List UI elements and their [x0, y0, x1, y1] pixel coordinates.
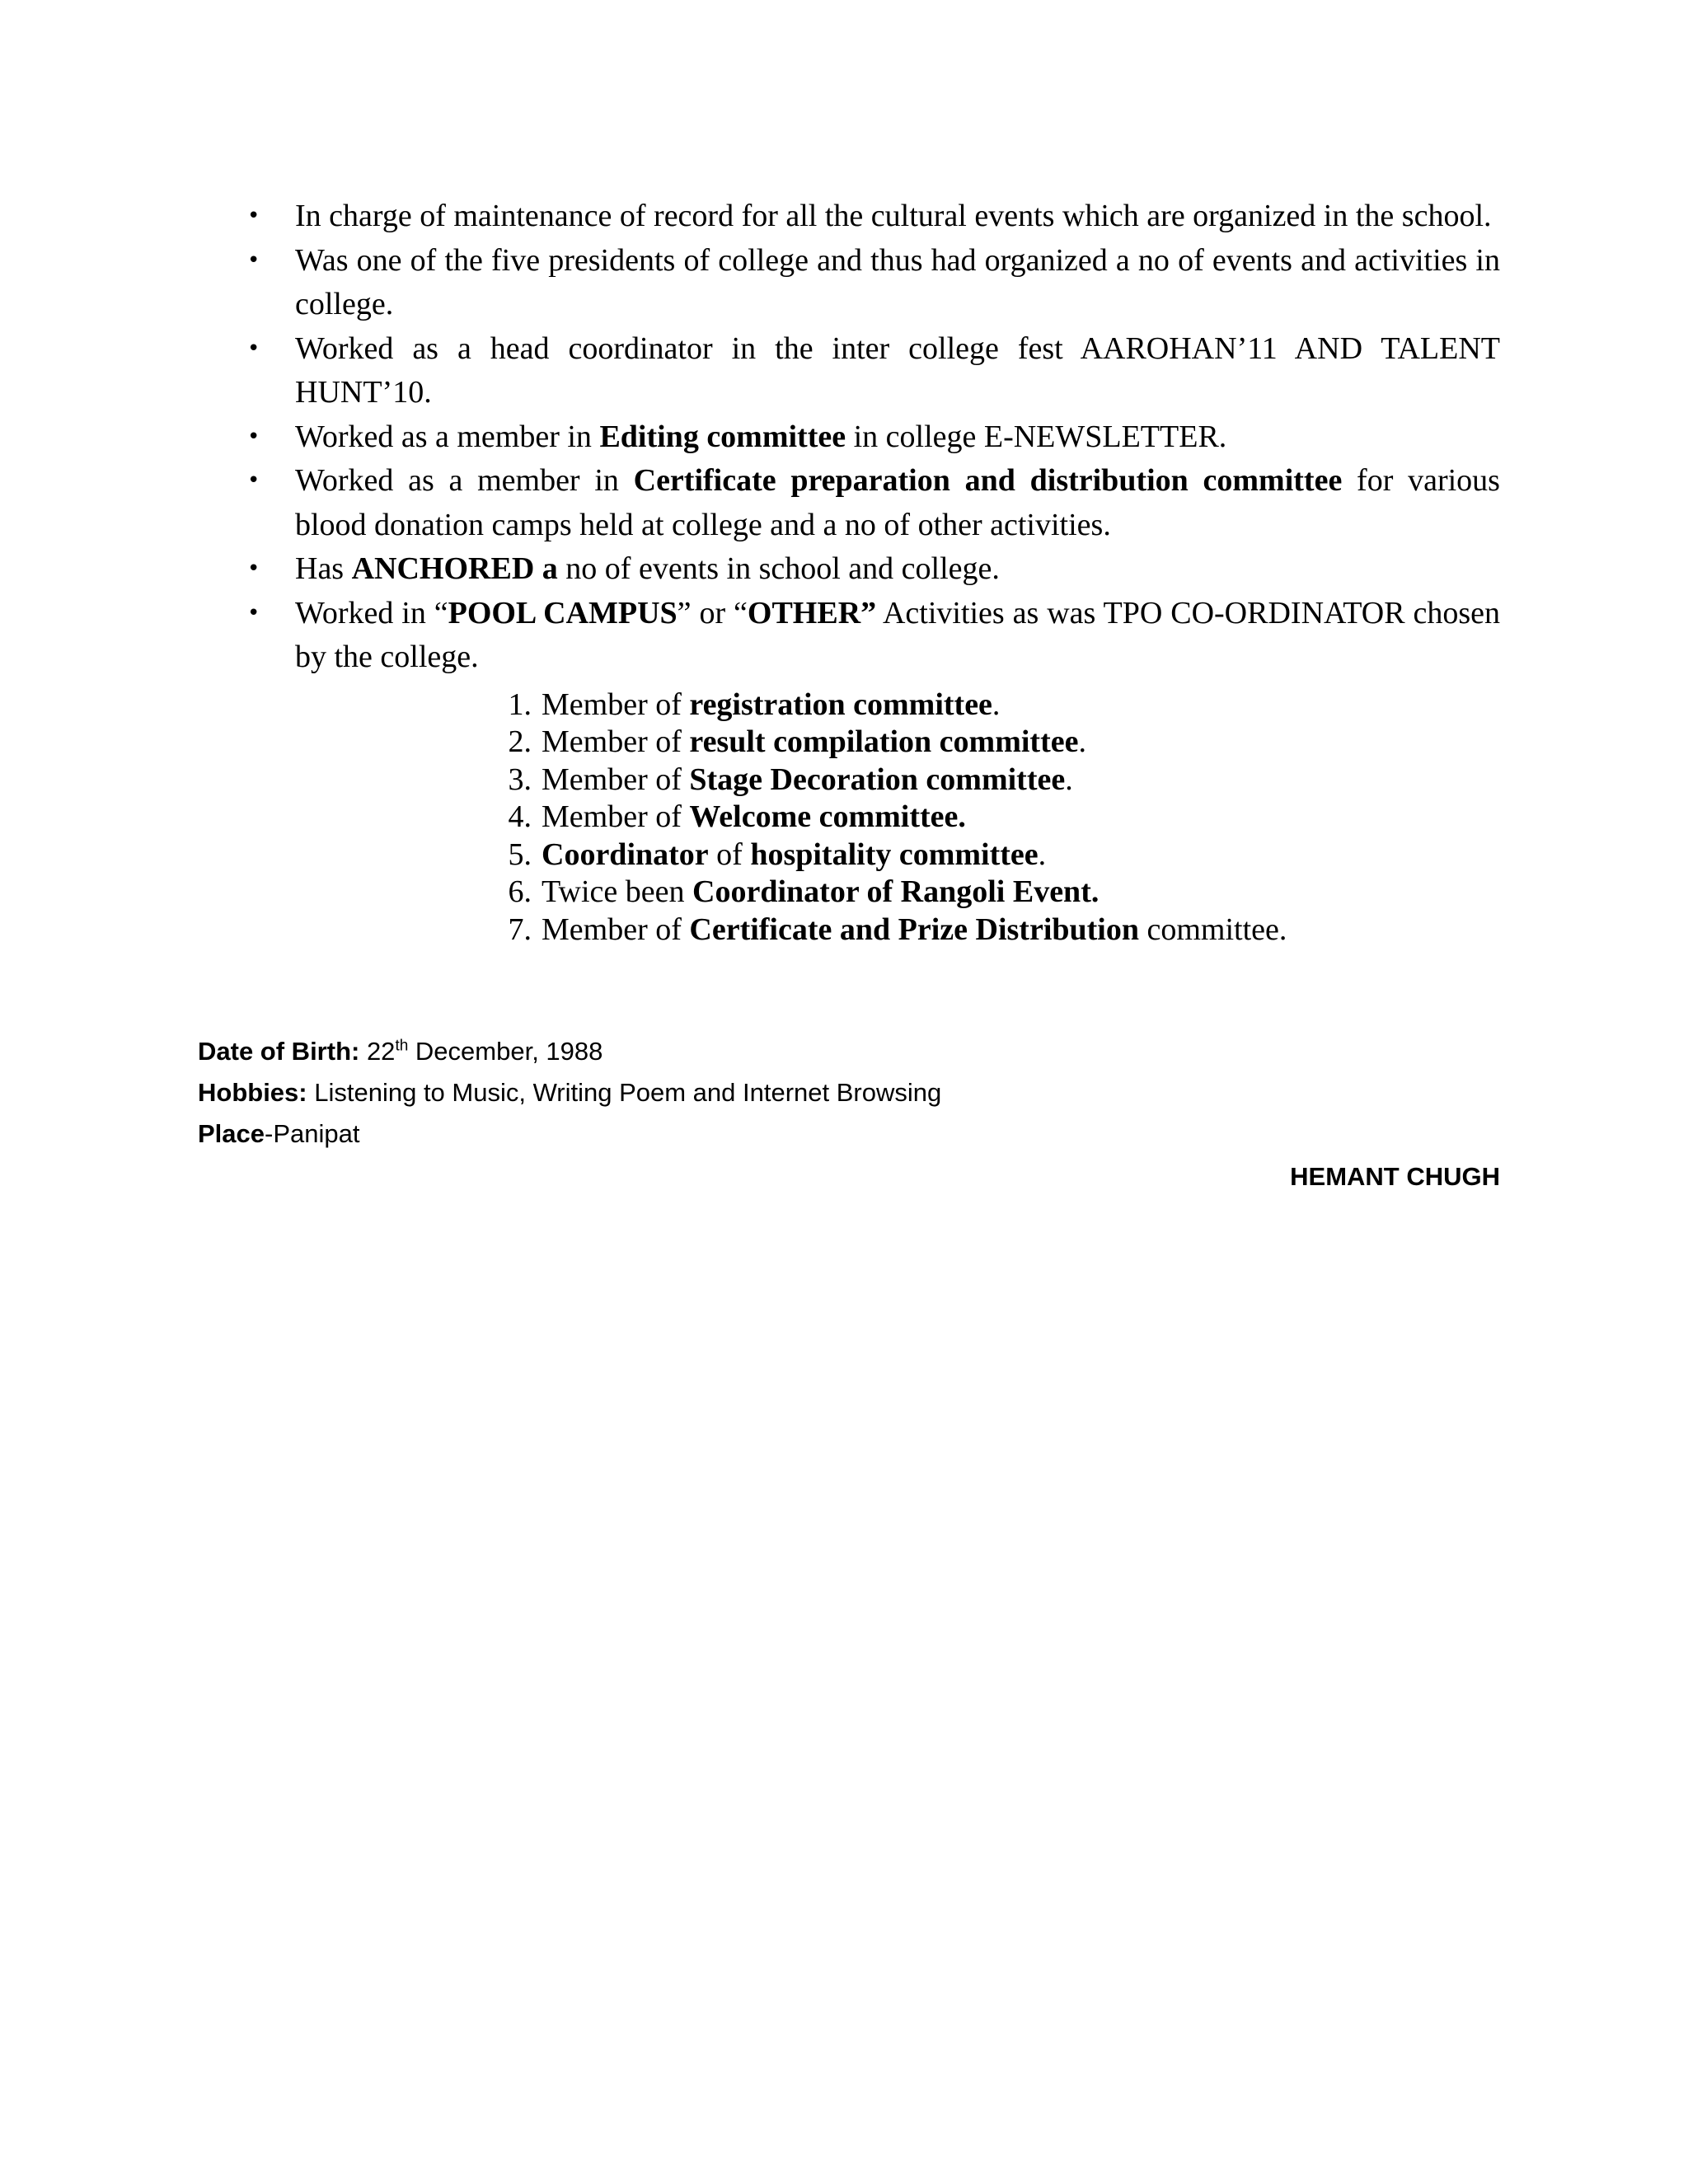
bullet-item — [198, 547, 1500, 592]
numbered-item — [198, 799, 1500, 837]
item-number: 3. — [508, 762, 532, 797]
bold-text: registration committee — [689, 687, 992, 722]
bullet-item — [198, 415, 1500, 460]
numbered-item — [198, 762, 1500, 799]
text-run: committee. — [1139, 912, 1287, 948]
bullet-item — [198, 239, 1500, 327]
bold-text: hospitality committee — [750, 837, 1039, 872]
bold-text: POOL CAMPUS — [448, 595, 678, 630]
place-label: Place — [198, 1119, 265, 1148]
signature-name: HEMANT CHUGH — [1290, 1162, 1500, 1191]
item-number: 4. — [508, 799, 532, 835]
bold-text: Stage Decoration committee — [689, 762, 1066, 797]
text-run: . — [992, 687, 1001, 722]
text-run: Member of — [542, 762, 690, 797]
numbered-item — [198, 687, 1500, 724]
dob-suffix: th — [395, 1037, 409, 1055]
text-run: In charge of maintenance of record for all the cultural events which are organized in the school. — [295, 199, 1492, 233]
numbered-item — [198, 837, 1500, 874]
item-number: 5. — [508, 837, 532, 872]
text-run: of — [708, 837, 751, 872]
bullet-item — [198, 194, 1500, 239]
item-number: 1. — [508, 687, 532, 722]
text-run: Twice been — [542, 874, 693, 910]
text-run: Worked as a member in — [295, 463, 634, 498]
bold-text: result compilation committee — [689, 724, 1079, 760]
bold-text: Editing committee — [599, 419, 846, 454]
text-run: ” or “ — [677, 595, 748, 630]
bullet-item — [198, 327, 1500, 415]
personal-info-section — [198, 1031, 1500, 1197]
dob-rest: December, 1988 — [408, 1037, 603, 1066]
item-number: 2. — [508, 724, 532, 760]
hobbies-line — [198, 1072, 1500, 1113]
committee-numbered-list — [198, 687, 1500, 949]
text-run: Worked as a head coordinator in the inter college fest AAROHAN’11 AND TALENT HUNT’10. — [295, 330, 1500, 410]
text-run: Has — [295, 551, 352, 586]
item-number: 7. — [508, 912, 532, 948]
text-run: Activities as was TPO CO-ORDINATOR chosen by the college. — [295, 595, 1500, 674]
text-run: for various blood donation camps held at college and a no of other activities. — [295, 463, 1500, 542]
numbered-item — [198, 724, 1500, 762]
bold-text: Certificate preparation and distribution committee — [633, 463, 1343, 498]
bold-text: Coordinator — [542, 837, 709, 872]
numbered-item — [198, 912, 1500, 949]
bold-text: OTHER” — [747, 595, 877, 630]
bullet-item — [198, 459, 1500, 547]
text-run: . — [1038, 837, 1047, 872]
text-run: Member of — [542, 799, 690, 835]
numbered-item — [198, 874, 1500, 912]
activities-bullet-list — [198, 194, 1500, 680]
dob-label: Date of Birth: — [198, 1037, 360, 1066]
item-number: 6. — [508, 874, 532, 910]
bold-text: ANCHORED a — [351, 551, 558, 586]
text-run: Member of — [542, 687, 690, 722]
text-run: in college E-NEWSLETTER. — [846, 419, 1227, 454]
text-run: Worked as a member in — [295, 419, 600, 454]
bold-text: Coordinator of Rangoli Event. — [692, 874, 1100, 910]
text-run: no of events in school and college. — [557, 551, 1000, 586]
text-run: . — [1065, 762, 1073, 797]
text-run: Was one of the five presidents of college and thus had organized a no of events and activities in college. — [295, 242, 1500, 321]
bullet-item — [198, 592, 1500, 680]
bold-text: Certificate and Prize Distribution — [689, 912, 1139, 948]
date-of-birth-line — [198, 1031, 1500, 1072]
text-run: Worked in “ — [295, 595, 448, 630]
text-run: Member of — [542, 912, 690, 948]
text-run: . — [1078, 724, 1086, 760]
place-value: -Panipat — [265, 1119, 360, 1148]
hobbies-value: Listening to Music, Writing Poem and Internet Browsing — [307, 1078, 942, 1107]
place-line — [198, 1113, 1500, 1155]
text-run: Member of — [542, 724, 690, 760]
bold-text: Welcome committee. — [689, 799, 966, 835]
hobbies-label: Hobbies: — [198, 1078, 307, 1107]
dob-day: 22 — [359, 1037, 396, 1066]
